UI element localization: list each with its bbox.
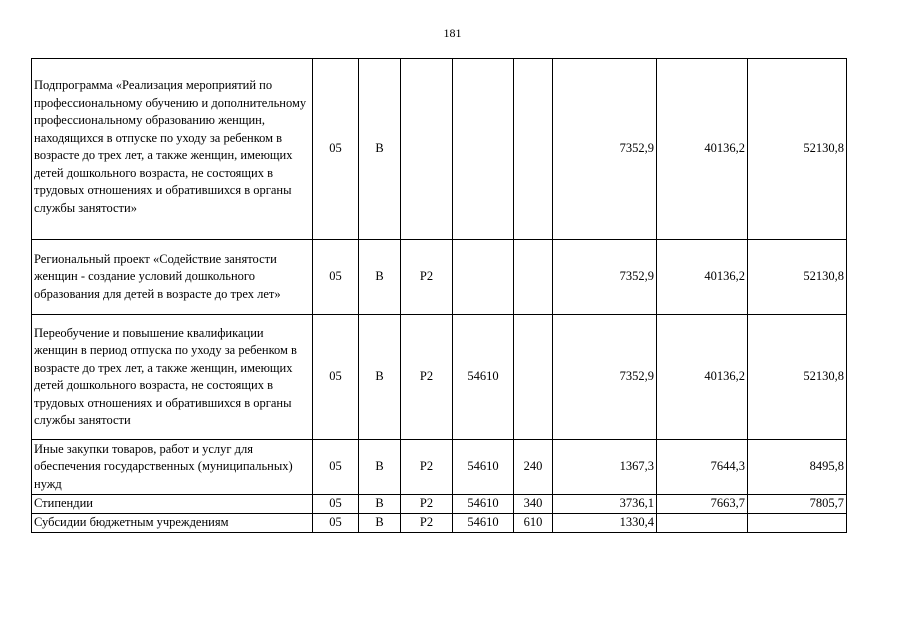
table-row: [32, 514, 847, 533]
amount-1-cell: 1330,4: [553, 514, 657, 533]
amount-3-cell: 52130,8: [748, 315, 847, 440]
expense-type-cell: 240: [514, 440, 553, 495]
row-name-cell: Подпрограмма «Реализация мероприятий по профессиональному обучению и дополнительному профессиональному образованию женщин, находящихся в отпуске по уходу за ребенком в возрасте до трех лет, а также женщин, имеющих детей дошкольного возраста, не состоящих в трудовых отношениях и обратившихся в органы службы занятости»: [32, 59, 313, 240]
section-code-cell: 05: [313, 59, 359, 240]
section-code-cell: 05: [313, 240, 359, 315]
amount-2-cell: 7663,7: [657, 495, 748, 514]
program-code-cell: B: [359, 240, 401, 315]
amount-3-cell: 8495,8: [748, 440, 847, 495]
project-code-cell: P2: [401, 240, 453, 315]
amount-3-cell: [748, 514, 847, 533]
expense-type-cell: [514, 315, 553, 440]
direction-code-cell: 54610: [453, 495, 514, 514]
project-code-cell: P2: [401, 440, 453, 495]
program-code-cell: B: [359, 59, 401, 240]
amount-3-cell: 52130,8: [748, 240, 847, 315]
table-row: [32, 315, 847, 440]
row-name-cell: Переобучение и повышение квалификации женщин в период отпуска по уходу за ребенком в возрасте до трех лет, а также женщин, имеющих детей дошкольного возраста, не состоящих в трудовых отношениях и обратившихся в органы службы занятости: [32, 315, 313, 440]
section-code-cell: 05: [313, 514, 359, 533]
amount-1-cell: 7352,9: [553, 315, 657, 440]
section-code-cell: 05: [313, 440, 359, 495]
project-code-cell: [401, 59, 453, 240]
direction-code-cell: 54610: [453, 440, 514, 495]
table-row: [32, 59, 847, 240]
amount-3-cell: 7805,7: [748, 495, 847, 514]
budget-table: [31, 58, 847, 533]
project-code-cell: P2: [401, 315, 453, 440]
table-row: [32, 240, 847, 315]
table-row: [32, 440, 847, 495]
amount-2-cell: [657, 514, 748, 533]
direction-code-cell: 54610: [453, 514, 514, 533]
project-code-cell: P2: [401, 495, 453, 514]
amount-2-cell: 40136,2: [657, 315, 748, 440]
table-body: [32, 59, 847, 533]
program-code-cell: B: [359, 440, 401, 495]
section-code-cell: 05: [313, 495, 359, 514]
amount-1-cell: 1367,3: [553, 440, 657, 495]
table-row: [32, 495, 847, 514]
amount-3-cell: 52130,8: [748, 59, 847, 240]
row-name-cell: Субсидии бюджетным учреждениям: [32, 514, 313, 533]
program-code-cell: B: [359, 514, 401, 533]
amount-1-cell: 7352,9: [553, 59, 657, 240]
expense-type-cell: [514, 59, 553, 240]
direction-code-cell: [453, 59, 514, 240]
program-code-cell: B: [359, 495, 401, 514]
direction-code-cell: [453, 240, 514, 315]
direction-code-cell: 54610: [453, 315, 514, 440]
amount-1-cell: 3736,1: [553, 495, 657, 514]
project-code-cell: P2: [401, 514, 453, 533]
amount-2-cell: 40136,2: [657, 240, 748, 315]
row-name-cell: Иные закупки товаров, работ и услуг для обеспечения государственных (муниципальных) нужд: [32, 440, 313, 495]
expense-type-cell: 610: [514, 514, 553, 533]
row-name-cell: Стипендии: [32, 495, 313, 514]
page-number: 181: [443, 26, 462, 40]
amount-1-cell: 7352,9: [553, 240, 657, 315]
amount-2-cell: 40136,2: [657, 59, 748, 240]
expense-type-cell: 340: [514, 495, 553, 514]
row-name-cell: Региональный проект «Содействие занятости женщин - создание условий дошкольного образования для детей в возрасте до трех лет»: [32, 240, 313, 315]
section-code-cell: 05: [313, 315, 359, 440]
program-code-cell: B: [359, 315, 401, 440]
amount-2-cell: 7644,3: [657, 440, 748, 495]
expense-type-cell: [514, 240, 553, 315]
